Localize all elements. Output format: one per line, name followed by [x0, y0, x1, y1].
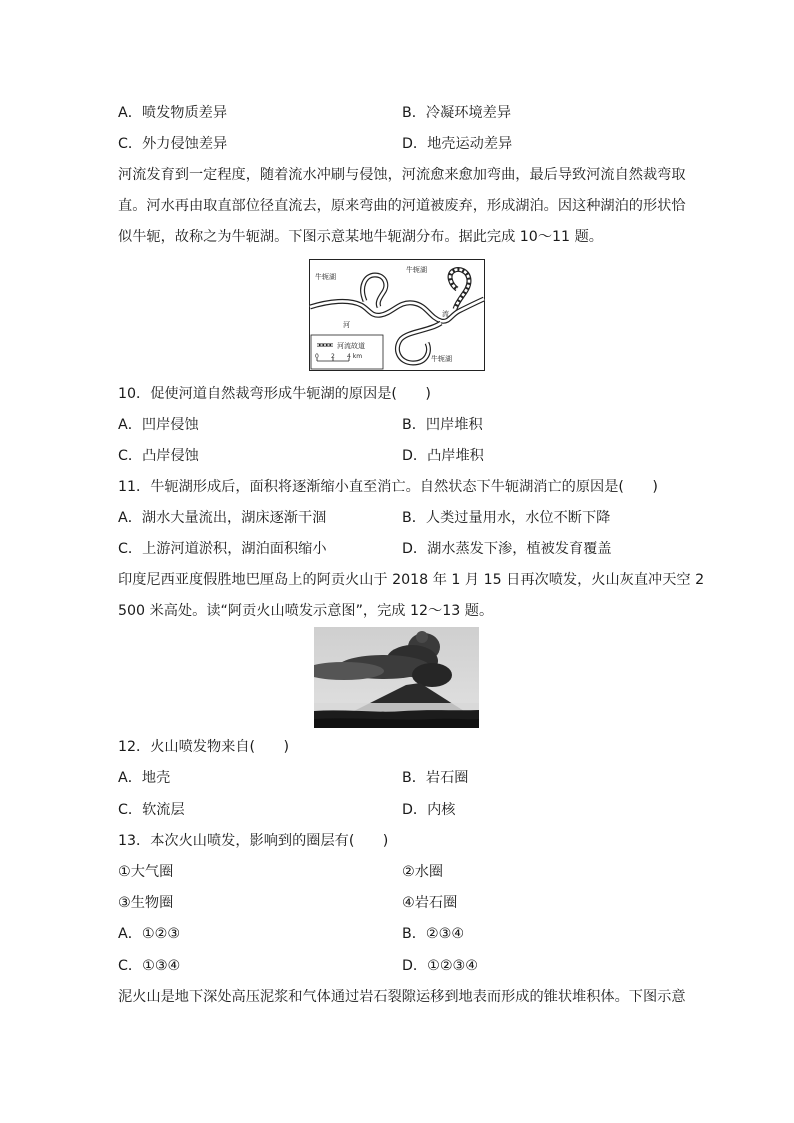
map-legend-box: [311, 335, 383, 369]
oxbow-intro-line-3: 似牛轭，故称之为牛轭湖。下图示意某地牛轭湖分布。据此完成 10～11 题。: [118, 229, 603, 245]
q11-option-d: D．湖水蒸发下渗，植被发育覆盖: [402, 541, 612, 557]
q10-option-d: D．凸岸堆积: [402, 448, 484, 464]
scale-label-4km: 4 km: [347, 353, 363, 360]
q12-option-d: D．内核: [402, 802, 456, 818]
q12-option-c: C．软流层: [118, 802, 185, 818]
q13-option-c: C．①③④: [118, 958, 181, 974]
legend-label: 河流故道: [337, 342, 365, 350]
oxbow-intro-line-2: 直。河水再由取直部位径直流去，原来弯曲的河道被废弃，形成湖泊。因这种湖泊的形状恰: [118, 198, 686, 214]
q10-option-a: A．凹岸侵蚀: [118, 417, 199, 433]
q12-option-a: A．地壳: [118, 770, 171, 786]
q12-option-b: B．岩石圈: [402, 770, 469, 786]
q9-option-d: D．地壳运动差异: [402, 136, 513, 152]
q10-option-b: B．凹岸堆积: [402, 417, 483, 433]
scale-label-2: 2: [331, 353, 335, 360]
label-oxbow-bottom: 牛轭湖: [431, 355, 452, 363]
q13-statement-2: ②水圈: [402, 864, 444, 880]
q13-statement-3: ③生物圈: [118, 895, 174, 911]
q9-option-c: C．外力侵蚀差异: [118, 136, 228, 152]
label-river-he: 河: [343, 321, 350, 329]
label-river-liu: 流: [442, 310, 449, 318]
q9-option-b: B．冷凝环境差异: [402, 105, 512, 121]
q11-stem: 11．牛轭湖形成后，面积将逐渐缩小直至消亡。自然状态下牛轭湖消亡的原因是( ): [118, 479, 658, 495]
volcano-eruption-photo: [314, 627, 479, 728]
label-oxbow-left: 牛轭湖: [315, 273, 336, 281]
volcano-intro-line-2: 500 米高处。读“阿贡火山喷发示意图”，完成 12～13 题。: [118, 603, 494, 619]
q10-option-c: C．凸岸侵蚀: [118, 448, 199, 464]
q9-option-a: A．喷发物质差异: [118, 105, 228, 121]
q13-option-a: A．①②③: [118, 926, 181, 942]
q11-option-b: B．人类过量用水，水位不断下降: [402, 510, 611, 526]
q13-statement-1: ①大气圈: [118, 864, 174, 880]
q13-option-b: B．②③④: [402, 926, 465, 942]
volcano-photo-svg: [314, 627, 479, 728]
q10-stem: 10．促使河道自然裁弯形成牛轭湖的原因是( ): [118, 386, 431, 402]
oxbow-intro-line-1: 河流发育到一定程度，随着流水冲刷与侵蚀，河流愈来愈加弯曲，最后导致河流自然裁弯取: [118, 167, 686, 183]
q11-option-a: A．湖水大量流出，湖床逐渐干涸: [118, 510, 327, 526]
q13-statement-4: ④岩石圈: [402, 895, 458, 911]
oxbow-lake-map: [309, 259, 485, 371]
label-oxbow-right: 牛轭湖: [406, 266, 427, 274]
q13-stem: 13．本次火山喷发，影响到的圈层有( ): [118, 833, 389, 849]
volcano-intro-line-1: 印度尼西亚度假胜地巴厘岛上的阿贡火山于 2018 年 1 月 15 日再次喷发，火山灰直冲天空 2: [118, 572, 705, 588]
q12-stem: 12．火山喷发物来自( ): [118, 739, 289, 755]
mud-volcano-intro-line-1: 泥火山是地下深处高压泥浆和气体通过岩石裂隙运移到地表而形成的锥状堆积体。下图示意: [118, 989, 686, 1005]
oxbow-lake-map-svg: [309, 259, 485, 371]
q13-option-d: D．①②③④: [402, 958, 478, 974]
scale-label-0: 0: [315, 353, 319, 360]
q11-option-c: C．上游河道淤积，湖泊面积缩小: [118, 541, 327, 557]
